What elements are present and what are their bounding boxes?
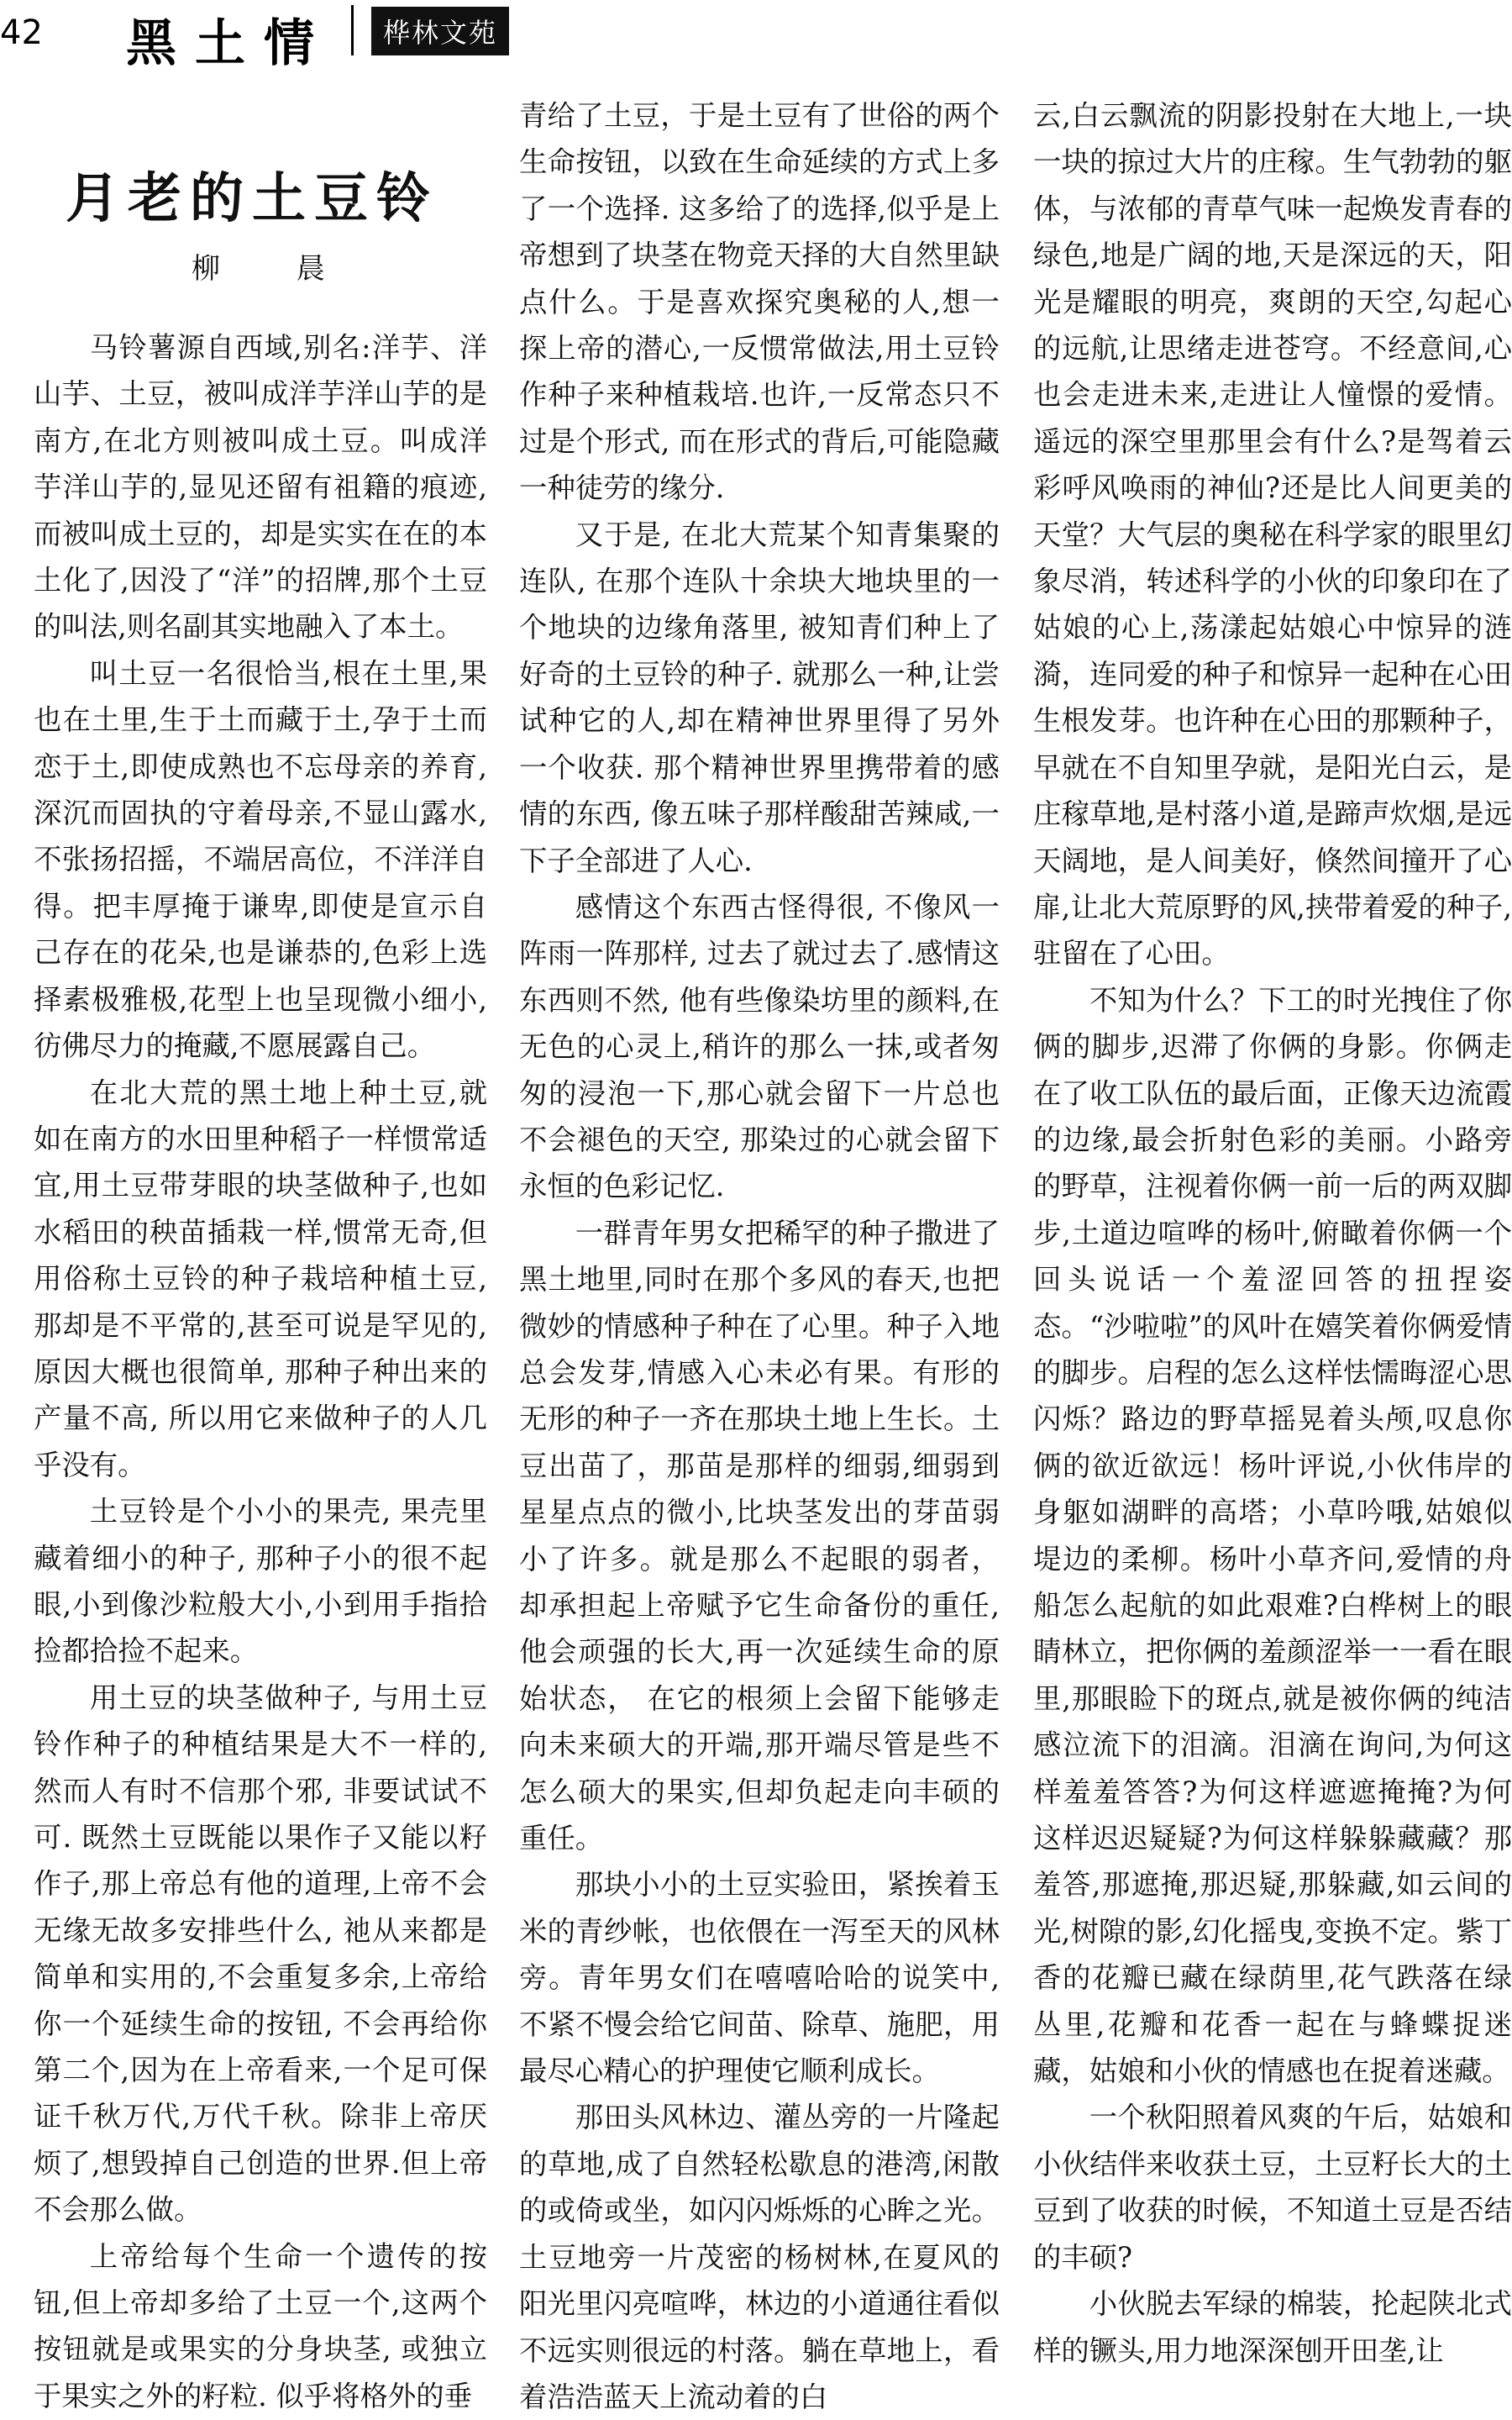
paragraph: 叫土豆一名很恰当,根在土里,果也在土里,生于土而藏于土,孕于土而恋于土,即使成熟也不忘母亲的养育,深沉而固执的守着母亲,不显山露水,不张扬招摇，不端居高位，不洋洋自得。把丰厚掩于谦卑,即使是宣示自己存在的花朵,也是谦恭的,色彩上选择素极雅极,花型上也呈现微小细小,彷佛尽力的掩藏,不愿展露自己。: [34, 656, 487, 1063]
paragraph: 小伙脱去军绿的棉装，抡起陕北式样的镢头,用力地深深刨开田垄,让: [1033, 2287, 1512, 2367]
page-header: [0, 0, 1512, 73]
paragraph: 马铃薯源自西域,别名:洋芋、洋山芋、土豆，被叫成洋芋洋山芋的是南方,在北方则被叫成土豆。叫成洋芋洋山芋的,显见还留有祖籍的痕迹,而被叫成土豆的，却是实实在在的本土化了,因没了“洋”的招牌,那个土豆的叫法,则名副其实地融入了本土。: [34, 331, 487, 644]
paragraph: 在北大荒的黑土地上种土豆,就如在南方的水田里种稻子一样惯常适宜,用土豆带芽眼的块茎做种子,也如水稻田的秧苗插栽一样,惯常无奇,但用俗称土豆铃的种子栽培种植土豆,那却是不平常的,甚至可说是罕见的,原因大概也很简单, 那种子种出来的产量不高, 所以用它来做种子的人几乎没有。: [34, 1076, 487, 1481]
paragraph: 又于是, 在北大荒某个知青集聚的连队, 在那个连队十余块大地块里的一个地块的边缘角落里, 被知青们种上了好奇的土豆铃的种子. 就那么一种,让尝试种它的人,却在精神世界里得了另外一个收获. 那个精神世界里携带着的感情的东西, 像五味子那样酸甜苦辣咸,一下子全部进了人心.: [519, 518, 1000, 877]
paragraph: 一群青年男女把稀罕的种子撒进了黑土地里,同时在那个多风的春天,也把微妙的情感种子种在了心里。种子入地总会发芽,情感入心未必有果。有形的无形的种子一齐在那块土地上生长。土豆出苗了，那苗是那样的细弱,细弱到星星点点的微小,比块茎发出的芽苗弱小了许多。就是那么不起眼的弱者， 却承担起上帝赋予它生命备份的重任,他会顽强的长大,再一次延续生命的原始状态， 在它的根须上会留下能够走向未来硕大的开端,那开端尽管是些不怎么硕大的果实,但却负起走向丰硕的重任。: [519, 1216, 1000, 1855]
paragraph: 那块小小的土豆实验田，紧挨着玉米的青纱帐，也依偎在一泻至天的风林旁。青年男女们在嘻嘻哈哈的说笑中,不紧不慢会给它间苗、除草、施肥，用最尽心精心的护理使它顺利成长。: [519, 1868, 1000, 2088]
article-author: 柳 晨: [192, 252, 359, 286]
paragraph: 那田头风林边、灌丛旁的一片隆起的草地,成了自然轻松歇息的港湾,闲散的或倚或坐，如闪闪烁烁的心眸之光。土豆地旁一片茂密的杨树林,在夏风的阳光里闪亮喧哗，林边的小道通往看似不远实则很远的村落。躺在草地上，看着浩浩蓝天上流动着的白: [519, 2101, 1000, 2413]
paragraph: 用土豆的块茎做种子, 与用土豆铃作种子的种植结果是大不一样的,然而人有时不信那个邪, 非要试试不可. 既然土豆既能以果作子又能以籽作子,那上帝总有他的道理,上帝不会无缘无故多安排些什么, 祂从来都是简单和实用的,不会重复多余,上帝给你一个延续生命的按钮, 不会再给你第二个,因为在上帝看来,一个足可保证千秋万代,万代千秋。除非上帝厌烦了,想毁掉自己创造的世界.但上帝不会那么做。: [34, 1681, 487, 2227]
header-divider: [351, 5, 354, 55]
masthead-logo: 黑土情: [126, 14, 333, 73]
article-column-3: [1033, 92, 1512, 2374]
paragraph: 土豆铃是个小小的果壳, 果壳里藏着细小的种子, 那种子小的很不起眼,小到像沙粒般大小,小到用手指拾捡都拾捡不起来。: [34, 1495, 487, 1668]
paragraph: 云,白云飘流的阴影投射在大地上,一块一块的掠过大片的庄稼。生气勃勃的躯体，与浓郁的青草气味一起焕发青春的绿色,地是广阔的地,天是深远的天，阳光是耀眼的明亮，爽朗的天空,勾起心的远航,让思绪走进苍穹。不经意间,心也会走进未来,走进让人憧憬的爱情。遥远的深空里那里会有什么?是驾着云彩呼风唤雨的神仙?还是比人间更美的天堂？大气层的奥秘在科学家的眼里幻象尽消，转述科学的小伙的印象印在了姑娘的心上,荡漾起姑娘心中惊异的涟漪，连同爱的种子和惊异一起种在心田生根发芽。也许种在心田的那颗种子，早就在不自知里孕就，是阳光白云，是庄稼草地,是村落小道,是蹄声炊烟,是远天阔地，是人间美好，倏然间撞开了心扉,让北大荒原野的风,挟带着爱的种子,驻留在了心田。: [1033, 99, 1512, 971]
column-name-badge: 桦林文苑: [371, 7, 509, 55]
article-title: 月老的土豆铃: [66, 167, 438, 230]
article-column-2: [519, 92, 1000, 2420]
paragraph: 感情这个东西古怪得很, 不像风一阵雨一阵那样, 过去了就过去了.感情这东西则不然, 他有些像染坊里的颜料,在无色的心灵上,稍许的那么一抹,或者匆匆的浸泡一下,那心就会留下一片总也不会褪色的天空, 那染过的心就会留下永恒的色彩记忆.: [519, 890, 1000, 1203]
page-number: 42: [0, 13, 43, 52]
paragraph: 青给了土豆，于是土豆有了世俗的两个生命按钮，以致在生命延续的方式上多了一个选择. 这多给了的选择,似乎是上帝想到了块茎在物竞天择的大自然里缺点什么。于是喜欢探究奥秘的人,想一探上帝的潜心,一反惯常做法,用土豆铃作种子来种植栽培.也许,一反常态只不过是个形式, 而在形式的背后,可能隐藏一种徒劳的缘分.: [519, 99, 1000, 505]
paragraph: 上帝给每个生命一个遗传的按钮,但上帝却多给了土豆一个,这两个按钮就是或果实的分身块茎, 或独立于果实之外的籽粒. 似乎将格外的垂: [34, 2239, 487, 2412]
paragraph: 一个秋阳照着风爽的午后，姑娘和小伙结伴来收获土豆，土豆籽长大的土豆到了收获的时候，不知道土豆是否结的丰硕?: [1033, 2101, 1512, 2274]
paragraph: 不知为什么？下工的时光拽住了你俩的脚步,迟滞了你俩的身影。你俩走在了收工队伍的最后面，正像天边流霞的边缘,最会折射色彩的美丽。小路旁的野草，注视着你俩一前一后的两双脚步,土道边喧哗的杨叶,俯瞰着你俩一个回头说话一个羞涩回答的扭捏姿态。“沙啦啦”的风叶在嬉笑着你俩爱情的脚步。启程的怎么这样怯懦晦涩心思闪烁？路边的野草摇晃着头颅,叹息你俩的欲近欲远！杨叶评说,小伙伟岸的身躯如湖畔的高塔；小草吟哦,姑娘似堤边的柔柳。杨叶小草齐问,爱情的舟船怎么起航的如此艰难?白桦树上的眼睛林立，把你俩的羞颜涩举一一看在眼里,那眼睑下的斑点,就是被你俩的纯洁感泣流下的泪滴。泪滴在询问,为何这样羞羞答答?为何这样遮遮掩掩?为何这样迟迟疑疑?为何这样躲躲藏藏？那羞答,那遮掩,那迟疑,那躲藏,如云间的光,树隙的影,幻化摇曳,变换不定。紫丁香的花瓣已藏在绿荫里,花气跌落在绿丛里,花瓣和花香一起在与蜂蝶捉迷藏，姑娘和小伙的情感也在捉着迷藏。: [1033, 983, 1512, 2088]
article-column-1: [34, 324, 487, 2419]
